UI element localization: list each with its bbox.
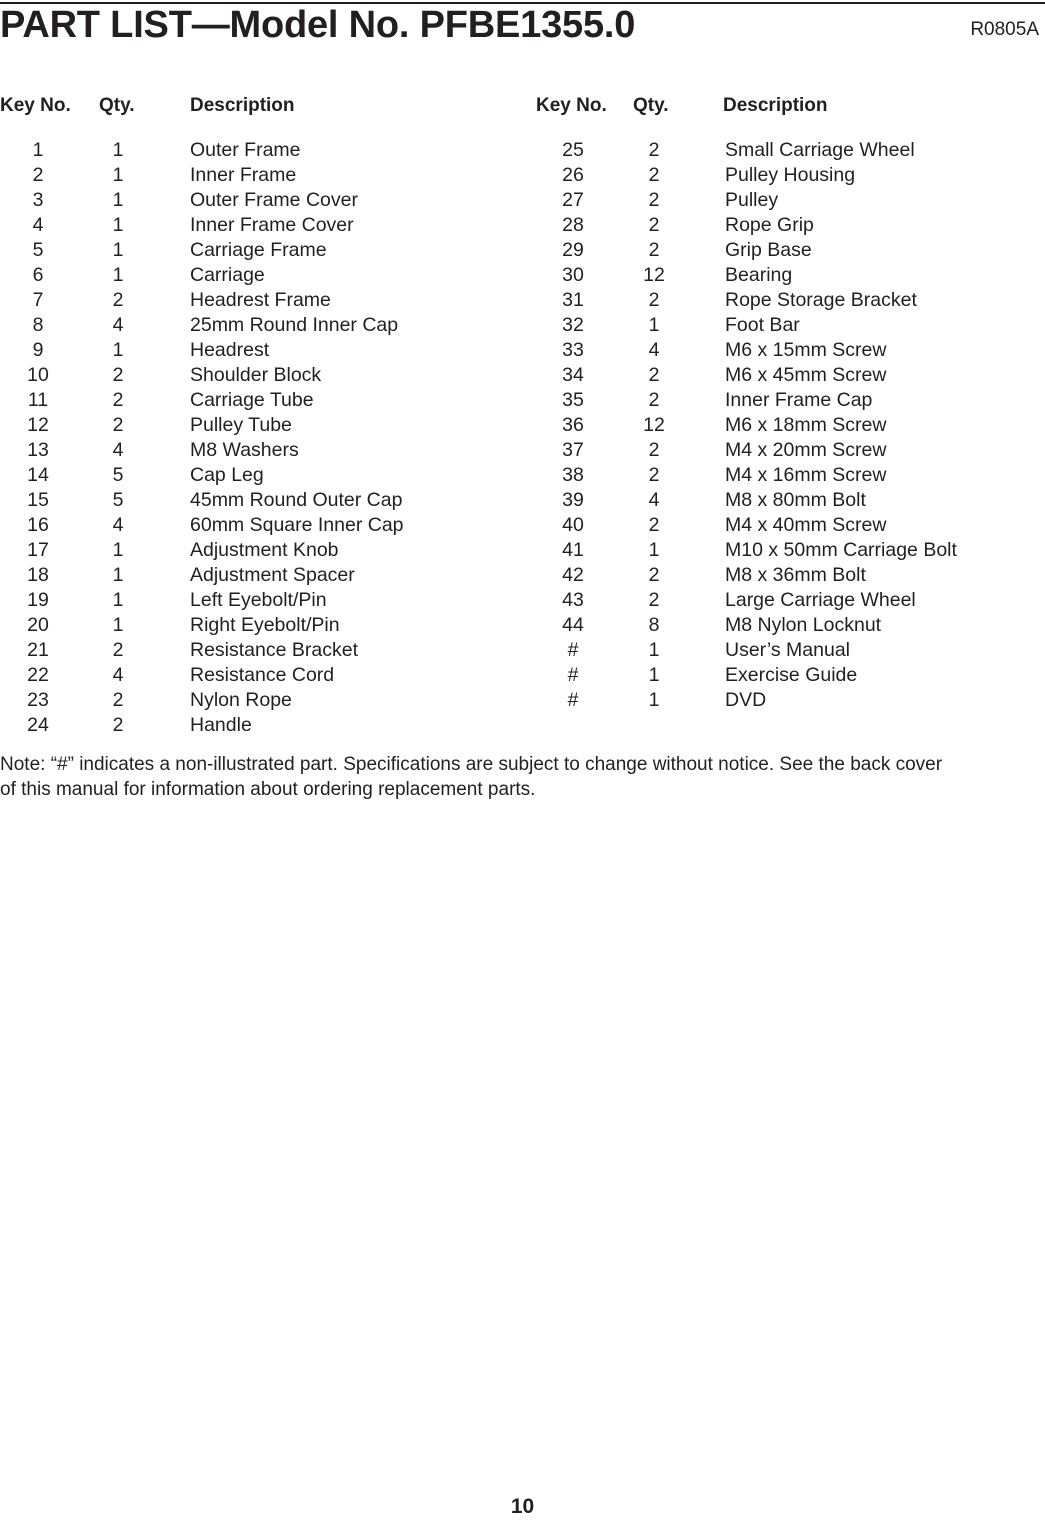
table-row	[532, 163, 1045, 188]
part-key-number: 34	[562, 364, 584, 386]
part-description: M10 x 50mm Carriage Bolt	[725, 539, 957, 561]
part-key-number: 10	[27, 364, 49, 386]
table-row	[0, 413, 520, 438]
part-quantity: 2	[648, 239, 660, 261]
table-row	[0, 663, 520, 688]
table-row	[532, 263, 1045, 288]
part-quantity: 4	[112, 314, 124, 336]
part-key-number: 27	[562, 189, 584, 211]
table-row	[0, 138, 520, 163]
part-key-number: 23	[27, 689, 49, 711]
part-quantity: 1	[112, 139, 124, 161]
table-row	[0, 638, 520, 663]
table-row	[0, 263, 520, 288]
part-key-number: 18	[27, 564, 49, 586]
table-row	[0, 363, 520, 388]
part-description: User’s Manual	[725, 639, 850, 661]
part-description: Carriage Tube	[190, 389, 314, 411]
part-quantity: 2	[648, 514, 660, 536]
table-row	[0, 338, 520, 363]
part-description: DVD	[725, 689, 767, 711]
table-row	[532, 138, 1045, 163]
part-key-number: 8	[32, 314, 44, 336]
page-title: PART LIST—Model No. PFBE1355.0	[0, 4, 636, 46]
part-key-number: 21	[27, 639, 49, 661]
part-quantity: 2	[112, 289, 124, 311]
part-quantity: 1	[112, 214, 124, 236]
part-quantity: 1	[112, 189, 124, 211]
part-quantity: 8	[648, 614, 660, 636]
part-description: Foot Bar	[725, 314, 800, 336]
table-row	[0, 388, 520, 413]
part-quantity: 1	[112, 564, 124, 586]
part-key-number: 6	[32, 264, 44, 286]
part-key-number: 15	[27, 489, 49, 511]
part-quantity: 2	[648, 189, 660, 211]
table-row	[532, 338, 1045, 363]
part-description: Carriage	[190, 264, 265, 286]
part-description: Pulley Tube	[190, 414, 292, 436]
part-quantity: 1	[112, 589, 124, 611]
part-description: Rope Grip	[725, 214, 814, 236]
table-row	[0, 213, 520, 238]
part-description: Exercise Guide	[725, 664, 858, 686]
part-quantity: 4	[648, 489, 660, 511]
part-description: Small Carriage Wheel	[725, 139, 915, 161]
part-quantity: 2	[648, 389, 660, 411]
part-quantity: 2	[112, 689, 124, 711]
note-line: of this manual for information about ordering replacement parts.	[0, 779, 536, 800]
part-key-number: 12	[27, 414, 49, 436]
part-description: Inner Frame Cover	[190, 214, 354, 236]
table-row	[532, 238, 1045, 263]
part-quantity: 1	[112, 614, 124, 636]
part-quantity: 2	[648, 589, 660, 611]
part-quantity: 4	[648, 339, 660, 361]
part-key-number: 9	[32, 339, 44, 361]
table-row	[532, 588, 1045, 613]
part-quantity: 4	[112, 514, 124, 536]
part-quantity: 2	[648, 289, 660, 311]
part-key-number: 25	[562, 139, 584, 161]
part-key-number: 3	[32, 189, 44, 211]
part-description: M4 x 20mm Screw	[725, 439, 887, 461]
parts-rows-right	[532, 138, 1045, 713]
header-qty: Qty.	[99, 95, 135, 116]
part-quantity: 4	[112, 664, 124, 686]
part-quantity: 2	[648, 364, 660, 386]
table-row	[532, 188, 1045, 213]
table-row	[0, 488, 520, 513]
part-key-number: 13	[27, 439, 49, 461]
part-key-number: 11	[27, 389, 49, 411]
part-quantity: 2	[648, 214, 660, 236]
part-key-number: 44	[562, 614, 584, 636]
part-key-number: 28	[562, 214, 584, 236]
table-row	[532, 438, 1045, 463]
part-description: Adjustment Spacer	[190, 564, 355, 586]
part-key-number: 19	[27, 589, 49, 611]
part-key-number: 2	[32, 164, 44, 186]
table-row	[532, 363, 1045, 388]
table-row	[0, 463, 520, 488]
part-description: Handle	[190, 714, 252, 736]
part-description: M4 x 16mm Screw	[725, 464, 887, 486]
part-quantity: 2	[648, 564, 660, 586]
part-description: Rope Storage Bracket	[725, 289, 917, 311]
part-key-number: 35	[562, 389, 584, 411]
table-row	[532, 388, 1045, 413]
part-key-number: 5	[32, 239, 44, 261]
part-quantity: 2	[112, 639, 124, 661]
table-row	[532, 463, 1045, 488]
table-row	[0, 588, 520, 613]
part-description: 45mm Round Outer Cap	[190, 489, 403, 511]
part-key-number: 1	[32, 139, 44, 161]
part-key-number: 24	[27, 714, 49, 736]
table-row	[532, 213, 1045, 238]
part-description: 60mm Square Inner Cap	[190, 514, 404, 536]
part-key-number: #	[567, 664, 579, 686]
table-row	[0, 688, 520, 713]
table-row	[532, 488, 1045, 513]
page-number: 10	[510, 1495, 535, 1518]
table-row	[532, 688, 1045, 713]
part-description: 25mm Round Inner Cap	[190, 314, 399, 336]
table-row	[0, 613, 520, 638]
part-description: Resistance Bracket	[190, 639, 358, 661]
part-description: Right Eyebolt/Pin	[190, 614, 340, 636]
table-row	[0, 188, 520, 213]
table-row	[0, 438, 520, 463]
header-key-no: Key No.	[0, 95, 71, 116]
table-row	[532, 413, 1045, 438]
part-quantity: 2	[648, 464, 660, 486]
part-description: M8 Washers	[190, 439, 299, 461]
part-quantity: 2	[648, 439, 660, 461]
part-description: Nylon Rope	[190, 689, 292, 711]
part-quantity: 1	[112, 339, 124, 361]
header-description: Description	[190, 95, 295, 116]
header-qty: Qty.	[633, 95, 669, 116]
part-key-number: 14	[27, 464, 49, 486]
parts-rows-left	[0, 138, 520, 738]
table-row	[0, 513, 520, 538]
parts-note	[0, 752, 1045, 802]
part-key-number: #	[567, 689, 579, 711]
part-quantity: 1	[648, 664, 660, 686]
part-quantity: 1	[112, 539, 124, 561]
part-description: M8 x 80mm Bolt	[725, 489, 866, 511]
table-row	[532, 288, 1045, 313]
part-key-number: 32	[562, 314, 584, 336]
part-quantity: 1	[648, 314, 660, 336]
part-description: Inner Frame	[190, 164, 297, 186]
part-description: M8 Nylon Locknut	[725, 614, 882, 636]
table-row	[0, 238, 520, 263]
table-row	[532, 313, 1045, 338]
part-key-number: 30	[562, 264, 584, 286]
part-description: M6 x 18mm Screw	[725, 414, 887, 436]
part-key-number: #	[567, 639, 579, 661]
revision-code: R0805A	[970, 19, 1039, 40]
part-quantity: 1	[648, 639, 660, 661]
part-key-number: 39	[562, 489, 584, 511]
part-quantity: 1	[112, 264, 124, 286]
table-row	[532, 613, 1045, 638]
part-quantity: 12	[643, 414, 665, 436]
part-description: Headrest Frame	[190, 289, 331, 311]
part-key-number: 26	[562, 164, 584, 186]
table-row	[532, 513, 1045, 538]
part-quantity: 5	[112, 464, 124, 486]
part-description: Adjustment Knob	[190, 539, 339, 561]
part-key-number: 42	[562, 564, 584, 586]
part-description: Outer Frame Cover	[190, 189, 358, 211]
part-quantity: 2	[648, 139, 660, 161]
part-description: M6 x 45mm Screw	[725, 364, 887, 386]
table-row	[532, 638, 1045, 663]
table-row	[532, 663, 1045, 688]
table-row	[532, 563, 1045, 588]
table-row	[532, 538, 1045, 563]
part-key-number: 4	[32, 214, 44, 236]
part-description: Left Eyebolt/Pin	[190, 589, 327, 611]
part-quantity: 2	[112, 389, 124, 411]
part-quantity: 2	[112, 414, 124, 436]
part-key-number: 43	[562, 589, 584, 611]
part-key-number: 31	[562, 289, 584, 311]
part-key-number: 37	[562, 439, 584, 461]
part-description: Grip Base	[725, 239, 812, 261]
part-description: Outer Frame	[190, 139, 301, 161]
part-description: M8 x 36mm Bolt	[725, 564, 866, 586]
part-description: M6 x 15mm Screw	[725, 339, 887, 361]
part-quantity: 2	[648, 164, 660, 186]
part-description: Carriage Frame	[190, 239, 327, 261]
table-row	[0, 163, 520, 188]
table-row	[0, 288, 520, 313]
table-row	[0, 563, 520, 588]
part-description: Headrest	[190, 339, 270, 361]
part-description: M4 x 40mm Screw	[725, 514, 887, 536]
part-description: Inner Frame Cap	[725, 389, 873, 411]
header-description: Description	[723, 95, 828, 116]
part-quantity: 2	[112, 364, 124, 386]
part-quantity: 2	[112, 714, 124, 736]
part-key-number: 33	[562, 339, 584, 361]
part-description: Bearing	[725, 264, 793, 286]
part-key-number: 40	[562, 514, 584, 536]
part-description: Pulley	[725, 189, 779, 211]
part-key-number: 38	[562, 464, 584, 486]
part-quantity: 5	[112, 489, 124, 511]
part-quantity: 4	[112, 439, 124, 461]
part-quantity: 1	[648, 539, 660, 561]
part-key-number: 36	[562, 414, 584, 436]
part-quantity: 12	[643, 264, 665, 286]
part-key-number: 22	[27, 664, 49, 686]
part-key-number: 20	[27, 614, 49, 636]
table-row	[0, 313, 520, 338]
table-row	[0, 713, 520, 738]
note-line: Note: “#” indicates a non-illustrated part. Specifications are subject to change without notice. See the back cover	[0, 754, 943, 775]
part-key-number: 29	[562, 239, 584, 261]
part-description: Shoulder Block	[190, 364, 322, 386]
part-description: Resistance Cord	[190, 664, 335, 686]
part-key-number: 16	[27, 514, 49, 536]
part-description: Pulley Housing	[725, 164, 856, 186]
part-quantity: 1	[112, 164, 124, 186]
part-key-number: 17	[27, 539, 49, 561]
table-row	[0, 538, 520, 563]
header-key-no: Key No.	[536, 95, 607, 116]
part-quantity: 1	[648, 689, 660, 711]
part-description: Large Carriage Wheel	[725, 589, 916, 611]
part-key-number: 7	[32, 289, 44, 311]
part-description: Cap Leg	[190, 464, 264, 486]
part-quantity: 1	[112, 239, 124, 261]
part-key-number: 41	[562, 539, 584, 561]
